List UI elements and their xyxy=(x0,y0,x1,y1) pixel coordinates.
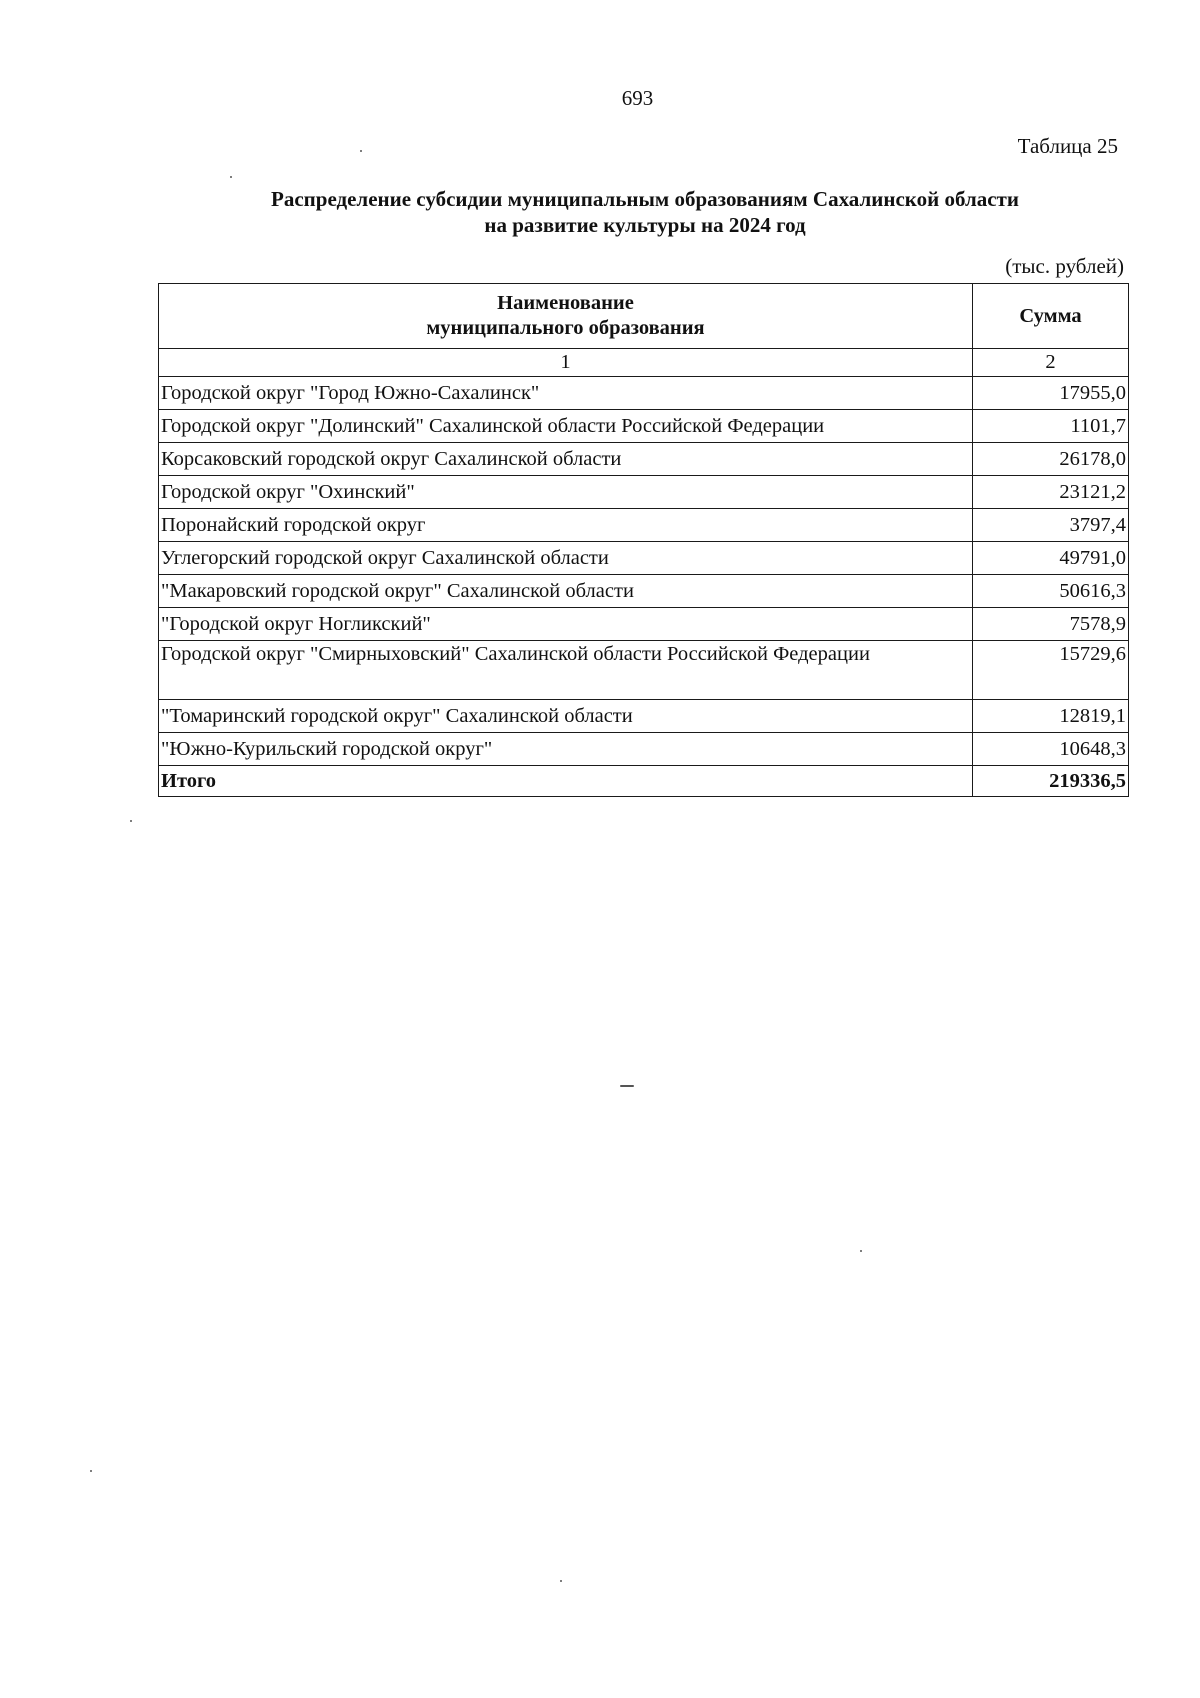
row-sum: 3797,4 xyxy=(973,509,1129,542)
scan-speck xyxy=(360,150,362,152)
title-line-2: на развитие культуры на 2024 год xyxy=(484,213,806,237)
row-sum: 15729,6 xyxy=(973,641,1129,700)
row-name: "Томаринский городской округ" Сахалинской области xyxy=(159,700,973,733)
header-name-line-2: муниципального образования xyxy=(426,317,705,339)
table-row xyxy=(159,443,1129,476)
row-name: "Городской округ Ногликский" xyxy=(159,608,973,641)
table-row xyxy=(159,509,1129,542)
row-name: Городской округ "Город Южно-Сахалинск" xyxy=(159,377,973,410)
row-sum: 1101,7 xyxy=(973,410,1129,443)
table-header-row xyxy=(159,284,1129,349)
total-label: Итого xyxy=(159,766,973,797)
row-sum: 26178,0 xyxy=(973,443,1129,476)
title-line-1: Распределение субсидии муниципальным образованиям Сахалинской области xyxy=(271,187,1019,211)
row-name: Корсаковский городской округ Сахалинской области xyxy=(159,443,973,476)
table-label: Таблица 25 xyxy=(1017,134,1118,158)
subsidy-table xyxy=(158,283,1129,797)
table-row xyxy=(159,476,1129,509)
table-row xyxy=(159,575,1129,608)
table-row xyxy=(159,377,1129,410)
row-sum: 17955,0 xyxy=(973,377,1129,410)
row-name: Поронайский городской округ xyxy=(159,509,973,542)
table-row xyxy=(159,733,1129,766)
row-name: Углегорский городской округ Сахалинской области xyxy=(159,542,973,575)
header-name-line-1: Наименование xyxy=(497,292,634,314)
scan-speck xyxy=(90,1470,92,1472)
row-name: "Южно-Курильский городской округ" xyxy=(159,733,973,766)
row-sum: 49791,0 xyxy=(973,542,1129,575)
page-number: 693 xyxy=(621,86,654,110)
column-number-row xyxy=(159,349,1129,377)
row-sum: 10648,3 xyxy=(973,733,1129,766)
column-number-1: 1 xyxy=(159,349,973,377)
table-row xyxy=(159,542,1129,575)
scan-speck xyxy=(130,820,132,822)
scan-speck xyxy=(860,1250,862,1252)
table-row xyxy=(159,608,1129,641)
row-sum: 23121,2 xyxy=(973,476,1129,509)
document-title xyxy=(150,186,1140,238)
header-sum: Сумма xyxy=(973,284,1129,349)
row-sum: 12819,1 xyxy=(973,700,1129,733)
row-name: Городской округ "Долинский" Сахалинской области Российской Федерации xyxy=(159,410,973,443)
total-sum: 219336,5 xyxy=(973,766,1129,797)
table-row xyxy=(159,410,1129,443)
column-number-2: 2 xyxy=(973,349,1129,377)
row-name: "Макаровский городской округ" Сахалинской области xyxy=(159,575,973,608)
table-row xyxy=(159,700,1129,733)
table-row xyxy=(159,641,1129,700)
scan-speck xyxy=(230,176,232,178)
total-row xyxy=(159,766,1129,797)
row-sum: 50616,3 xyxy=(973,575,1129,608)
scan-speck xyxy=(560,1580,562,1582)
units-label: (тыс. рублей) xyxy=(1005,254,1124,278)
scan-speck xyxy=(620,1085,634,1087)
row-sum: 7578,9 xyxy=(973,608,1129,641)
header-name xyxy=(159,284,973,349)
row-name: Городской округ "Охинский" xyxy=(159,476,973,509)
row-name: Городской округ "Смирныховский" Сахалинской области Российской Федерации xyxy=(159,641,973,700)
